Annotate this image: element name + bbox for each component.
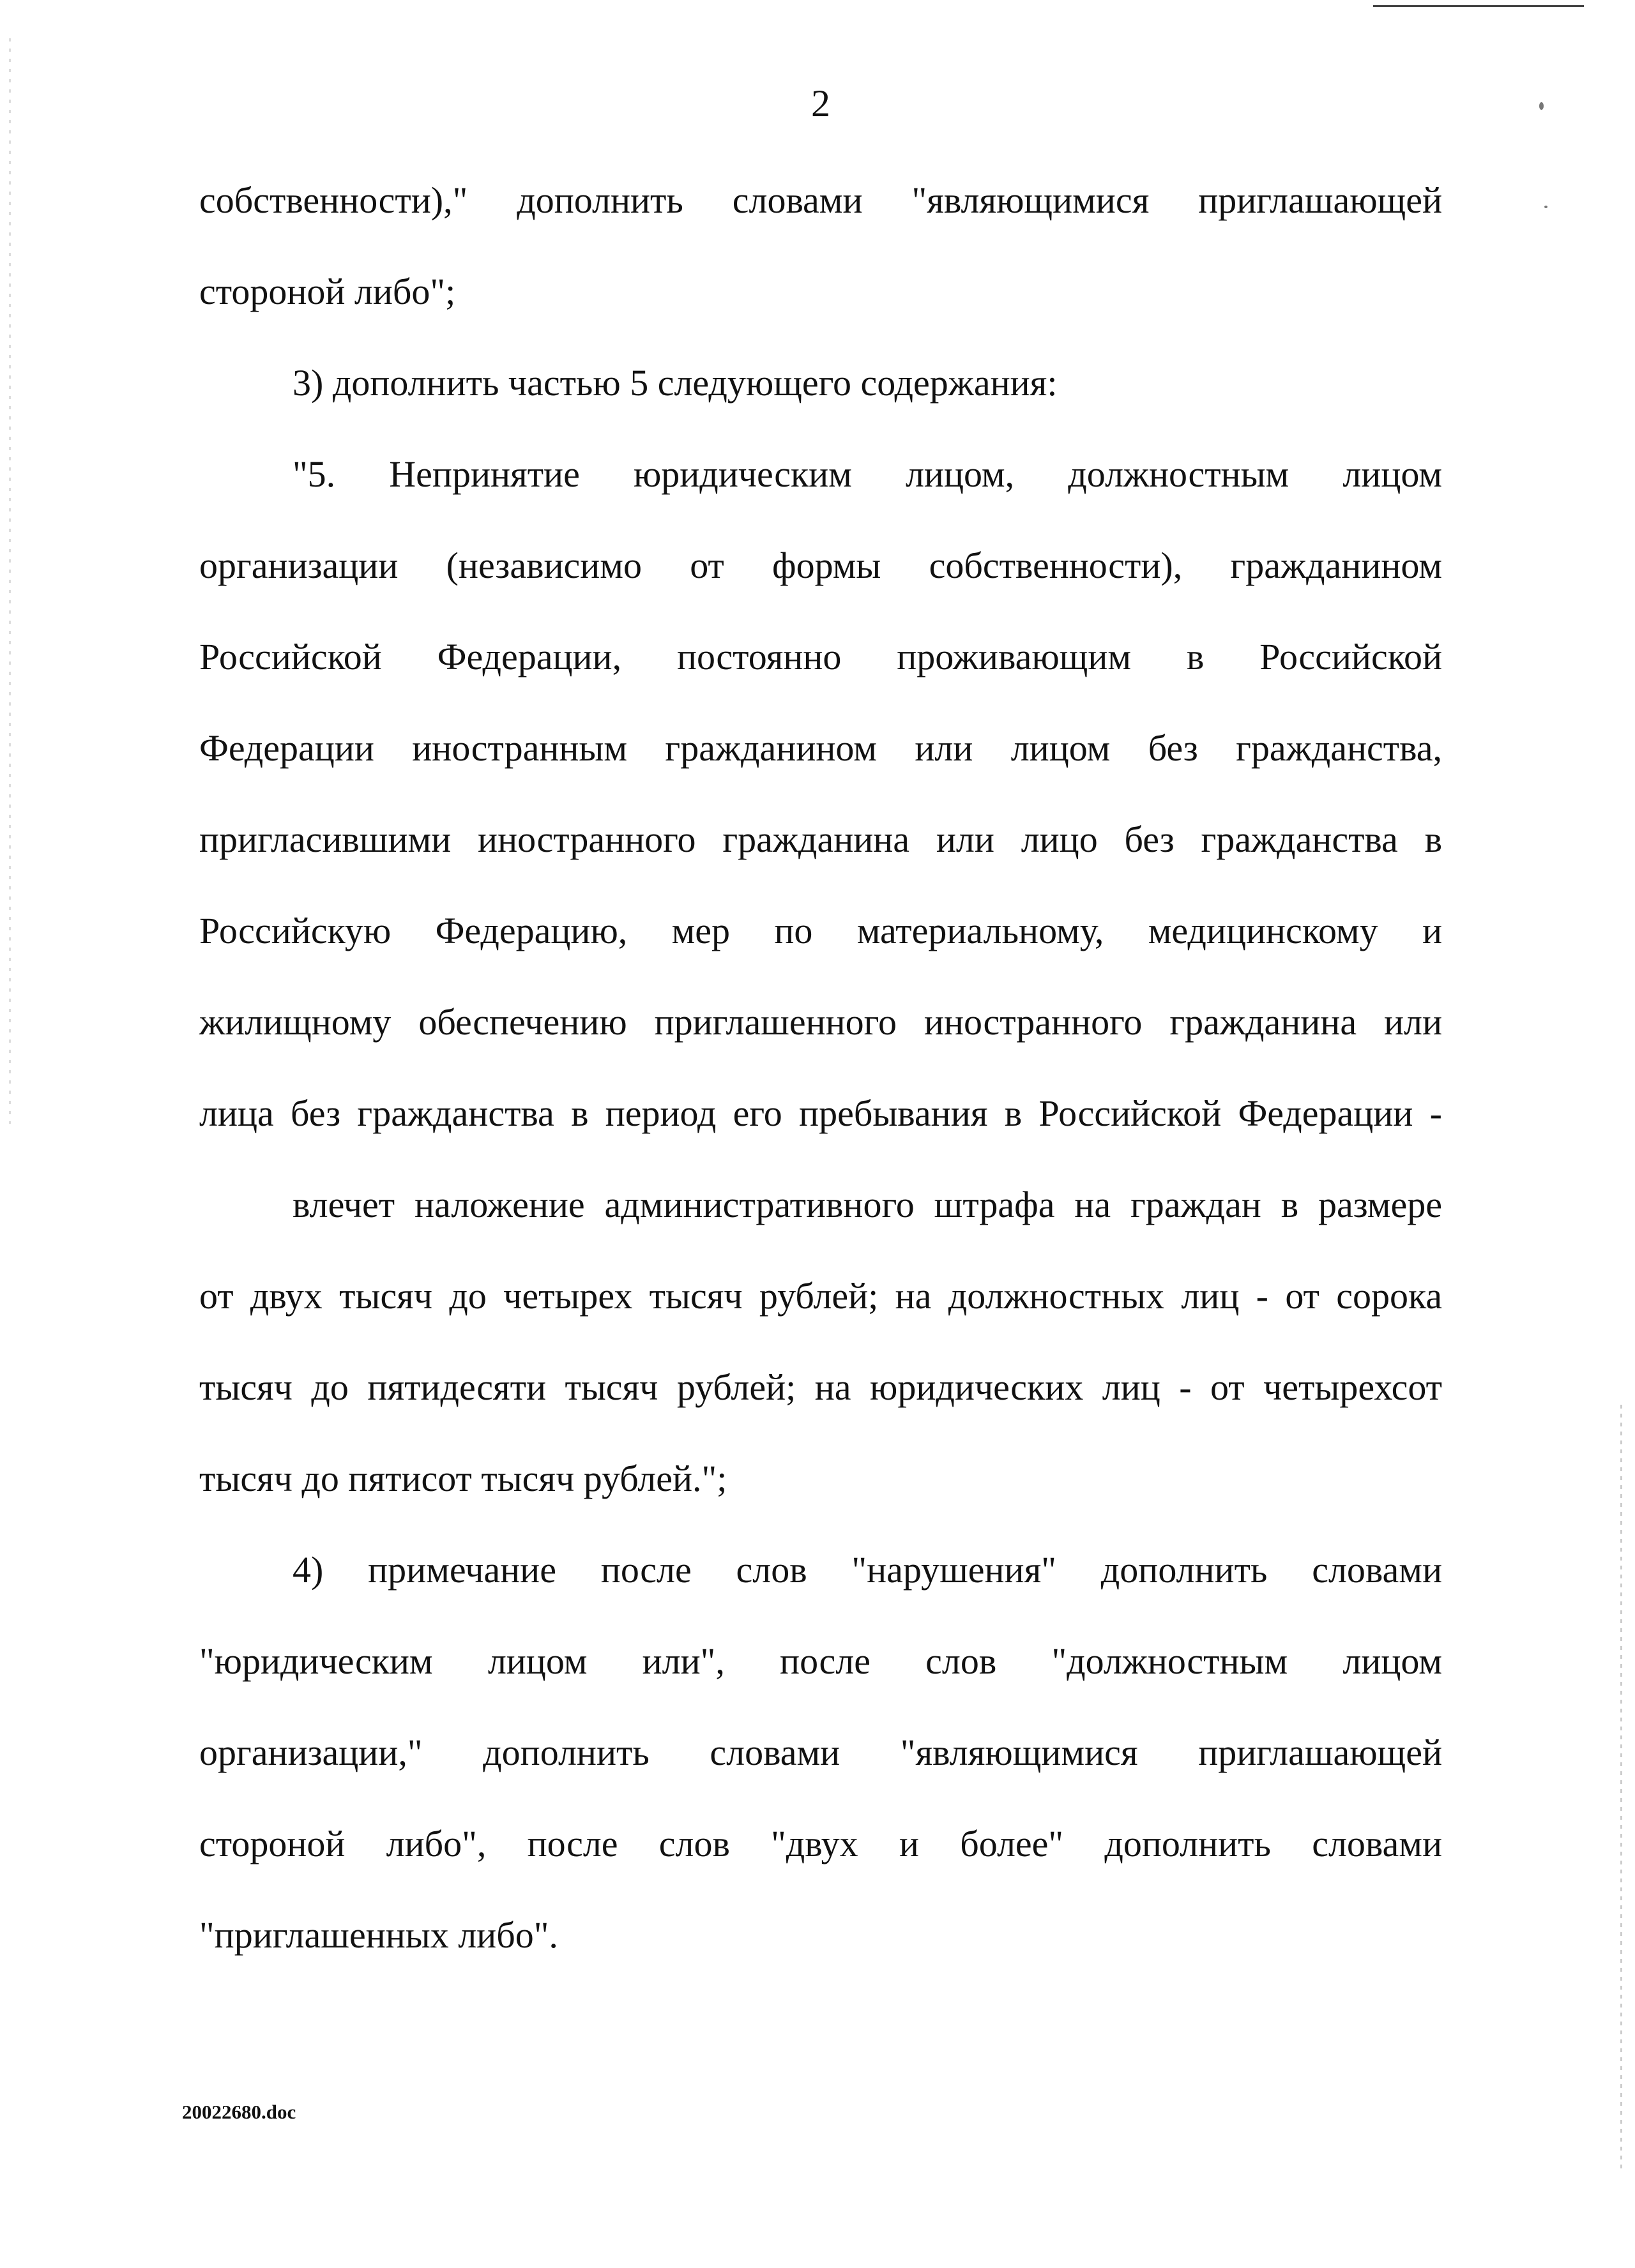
scan-speck <box>1544 206 1548 208</box>
text-line: Российскую Федерацию, мер по материальному, медицинскому и <box>199 910 1442 951</box>
text-line: жилищному обеспечению приглашенного иностранного гражданина или <box>199 1001 1442 1043</box>
page-number: 2 <box>811 82 830 125</box>
scan-right-edge-noise <box>1620 1405 1622 2171</box>
text-line: тысяч до пятисот тысяч рублей."; <box>199 1458 727 1499</box>
text-line: 3) дополнить частью 5 следующего содержания: <box>293 362 1058 404</box>
text-line: "юридическим лицом или", после слов "должностным лицом <box>199 1640 1442 1682</box>
text-line: собственности)," дополнить словами "являющимися приглашающей <box>199 179 1442 221</box>
scan-top-rule <box>1373 5 1584 7</box>
text-line: влечет наложение административного штрафа на граждан в размере <box>293 1184 1442 1225</box>
text-line: лица без гражданства в период его пребывания в Российской Федерации - <box>199 1092 1442 1134</box>
text-line: тысяч до пятидесяти тысяч рублей; на юридических лиц - от четырехсот <box>199 1366 1442 1408</box>
text-line: "5. Непринятие юридическим лицом, должностным лицом <box>293 453 1442 495</box>
text-line: организации (независимо от формы собственности), гражданином <box>199 545 1442 586</box>
scan-left-edge-noise <box>9 38 11 1124</box>
document-body <box>199 155 1442 1981</box>
file-name-footer: 20022680.doc <box>182 2101 296 2123</box>
text-line: пригласившими иностранного гражданина или лицо без гражданства в <box>199 819 1442 860</box>
text-line: Российской Федерации, постоянно проживающим в Российской <box>199 636 1442 677</box>
text-line: Федерации иностранным гражданином или лицом без гражданства, <box>199 727 1442 769</box>
text-line: 4) примечание после слов "нарушения" дополнить словами <box>293 1549 1442 1591</box>
text-line: организации," дополнить словами "являющимися приглашающей <box>199 1732 1442 1773</box>
text-line: "приглашенных либо". <box>199 1914 558 1956</box>
text-line: стороной либо", после слов "двух и более" дополнить словами <box>199 1823 1442 1864</box>
text-line: от двух тысяч до четырех тысяч рублей; на должностных лиц - от сорока <box>199 1275 1442 1317</box>
text-line: стороной либо"; <box>199 271 456 312</box>
